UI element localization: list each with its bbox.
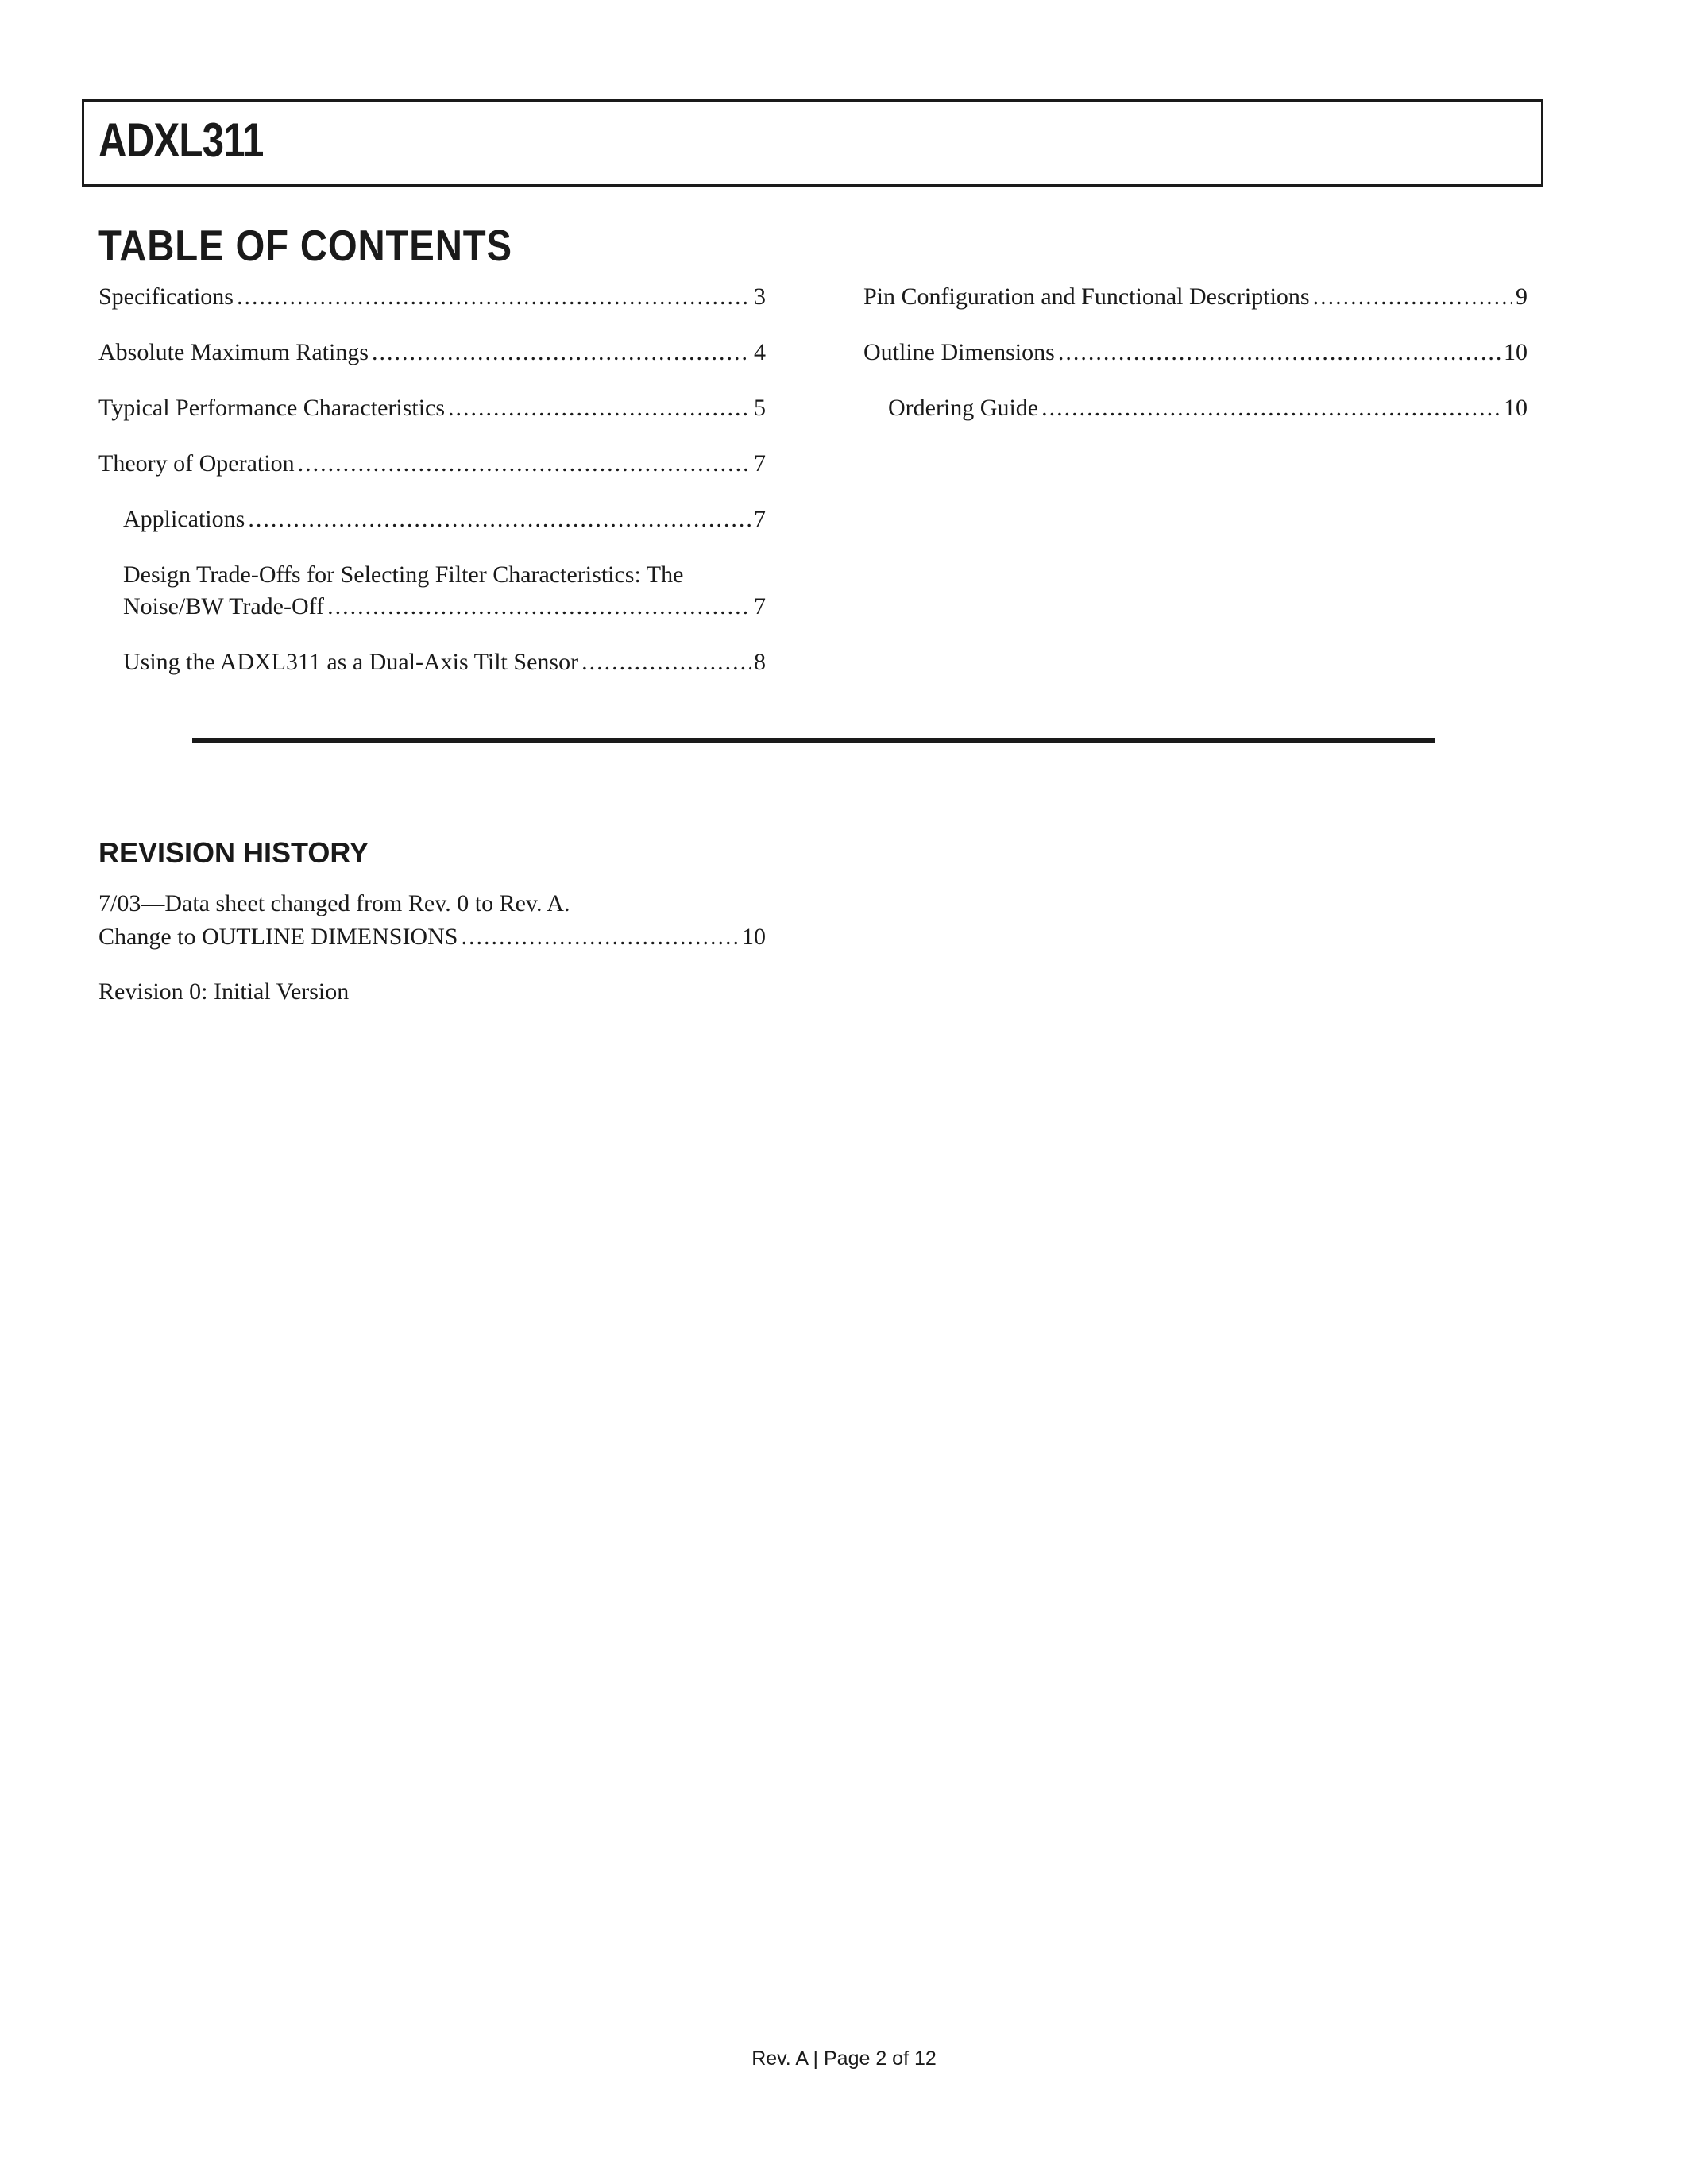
- toc-entry-design-trade-offs[interactable]: [98, 559, 766, 623]
- toc-leader: [248, 504, 751, 535]
- toc-entry-label: Specifications: [98, 284, 234, 310]
- part-number: ADXL311: [98, 114, 264, 167]
- toc-entry-typical-performance[interactable]: [98, 392, 766, 424]
- toc-entry-pin-configuration[interactable]: [863, 281, 1528, 313]
- toc-leader: [1313, 281, 1512, 313]
- toc-leader: [461, 920, 739, 954]
- toc-leader: [237, 281, 751, 313]
- toc-entry-label-continued: Noise/BW Trade-Off: [123, 593, 325, 619]
- toc-entry-label: Theory of Operation: [98, 450, 295, 477]
- toc-entry-outline-dimensions[interactable]: [863, 337, 1528, 369]
- toc-leader: [327, 591, 751, 623]
- toc-right-column: [863, 281, 1528, 448]
- toc-entry-applications[interactable]: [98, 504, 766, 535]
- toc-entry-page: 7: [754, 450, 766, 477]
- toc-entry-label: Typical Performance Characteristics: [98, 395, 446, 421]
- toc-left-column: [98, 281, 766, 702]
- toc-entry-page: 7: [754, 506, 766, 532]
- toc-entry-label: Using the ADXL311 as a Dual-Axis Tilt Sensor: [123, 649, 579, 675]
- toc-entry-absolute-maximum-ratings[interactable]: [98, 337, 766, 369]
- toc-entry-page: 10: [1504, 395, 1528, 421]
- toc-entry-specifications[interactable]: [98, 281, 766, 313]
- revision-history-entry: [98, 887, 766, 954]
- toc-entry-page: 5: [754, 395, 766, 421]
- revision-change-line[interactable]: [98, 920, 766, 954]
- toc-leader: [581, 646, 751, 678]
- header-box: [82, 99, 1543, 187]
- toc-entry-page: 3: [754, 284, 766, 310]
- toc-entry-label: Outline Dimensions: [863, 339, 1055, 365]
- toc-leader: [372, 337, 751, 369]
- page-footer: Rev. A | Page 2 of 12: [751, 2047, 937, 2070]
- toc-leader: [448, 392, 751, 424]
- toc-entry-page: 8: [754, 649, 766, 675]
- toc-entry-label: Applications: [123, 506, 245, 532]
- toc-entry-label: Pin Configuration and Functional Descriptions: [863, 284, 1310, 310]
- toc-entry-label: Ordering Guide: [888, 395, 1039, 421]
- revision-history-title: REVISION HISTORY: [98, 836, 369, 869]
- toc-entry-page: 10: [1504, 339, 1528, 365]
- toc-leader: [1041, 392, 1501, 424]
- toc-leader: [298, 448, 751, 480]
- section-divider: [192, 738, 1435, 743]
- toc-entry-label: Absolute Maximum Ratings: [98, 339, 369, 365]
- toc-title: TABLE OF CONTENTS: [98, 221, 512, 270]
- toc-entry-page: 7: [754, 593, 766, 619]
- revision-change-label: Change to OUTLINE DIMENSIONS: [98, 924, 458, 950]
- revision-initial-version: Revision 0: Initial Version: [98, 978, 350, 1005]
- toc-entry-theory-of-operation[interactable]: [98, 448, 766, 480]
- toc-leader: [1058, 337, 1501, 369]
- toc-entry-label: Design Trade-Offs for Selecting Filter Characteristics: The: [123, 561, 684, 588]
- revision-change-page: 10: [742, 924, 766, 950]
- toc-entry-tilt-sensor[interactable]: [98, 646, 766, 678]
- toc-entry-ordering-guide[interactable]: [863, 392, 1528, 424]
- revision-entry-line: 7/03—Data sheet changed from Rev. 0 to Rev. A.: [98, 890, 570, 916]
- toc-entry-page: 4: [754, 339, 766, 365]
- toc-entry-page: 9: [1516, 284, 1528, 310]
